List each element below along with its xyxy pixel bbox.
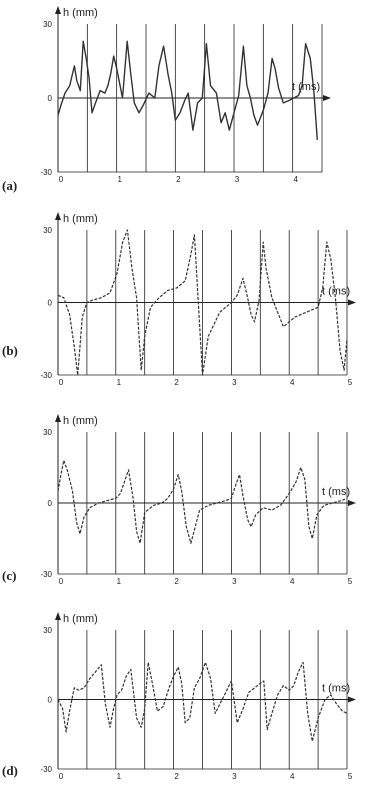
x-axis-label: t (ms): [292, 81, 321, 93]
x-tick-label: 3: [232, 577, 237, 586]
x-tick-label: 4: [289, 378, 295, 387]
panel-label: (a): [2, 178, 18, 193]
y-axis-arrow: [55, 612, 61, 620]
x-axis-label: t (ms): [322, 682, 351, 695]
chart-panel-a: [2, 6, 331, 193]
x-tick-label: 2: [174, 378, 179, 387]
x-tick-label: 2: [176, 175, 181, 184]
y-tick-label: 30: [43, 226, 52, 235]
chart-panel-b: [2, 212, 356, 387]
x-tick-label: 0: [58, 577, 64, 586]
time-axis-arrow: [323, 95, 331, 101]
x-tick-label: 3: [234, 175, 240, 184]
y-tick-label: 30: [43, 20, 52, 29]
y-axis-label: h (mm): [63, 7, 98, 19]
y-tick-label: 0: [47, 499, 52, 508]
x-tick-label: 1: [117, 175, 122, 184]
x-axis-label: t (ms): [322, 486, 351, 498]
series-line: [58, 41, 317, 140]
x-tick-label: 3: [232, 772, 237, 781]
y-tick-label: -30: [40, 371, 52, 380]
time-axis-arrow: [348, 697, 356, 703]
x-tick-label: 1: [116, 772, 122, 781]
x-axis-label: t (ms): [322, 285, 351, 298]
y-tick-label: -30: [40, 570, 52, 579]
x-tick-label: 4: [289, 577, 295, 586]
x-tick-label: 5: [347, 577, 353, 586]
x-tick-label: 0: [58, 772, 64, 781]
y-axis-arrow: [55, 414, 61, 422]
x-tick-label: 0: [58, 175, 64, 184]
panel-label: (c): [2, 568, 17, 583]
panel-label: (d): [2, 763, 18, 778]
y-tick-label: 30: [43, 626, 52, 635]
y-tick-label: 0: [47, 94, 52, 103]
y-axis-arrow: [55, 6, 61, 14]
y-axis-label: h (mm): [63, 213, 98, 225]
y-axis-arrow: [55, 212, 61, 220]
x-tick-label: 2: [174, 577, 179, 586]
y-axis-label: h (mm): [63, 415, 98, 427]
panel-label: (b): [2, 343, 18, 358]
x-tick-label: 2: [174, 772, 179, 781]
y-tick-label: -30: [40, 168, 52, 177]
y-tick-label: 30: [43, 428, 52, 437]
time-axis-arrow: [348, 300, 356, 306]
x-tick-label: 4: [293, 175, 298, 184]
y-axis-label: h (mm): [63, 613, 98, 625]
x-tick-label: 5: [347, 772, 353, 781]
y-tick-label: -30: [40, 765, 52, 774]
x-tick-label: 1: [116, 378, 122, 387]
y-tick-label: 0: [47, 298, 52, 308]
x-tick-label: 4: [289, 772, 295, 781]
chart-panel-c: [2, 414, 356, 586]
x-tick-label: 1: [116, 577, 122, 586]
x-tick-label: 3: [232, 378, 237, 387]
x-tick-label: 5: [347, 378, 353, 387]
chart-panel-d: [2, 612, 356, 781]
x-tick-label: 0: [58, 378, 64, 387]
time-axis-arrow: [348, 500, 356, 506]
y-tick-label: 0: [47, 695, 52, 705]
